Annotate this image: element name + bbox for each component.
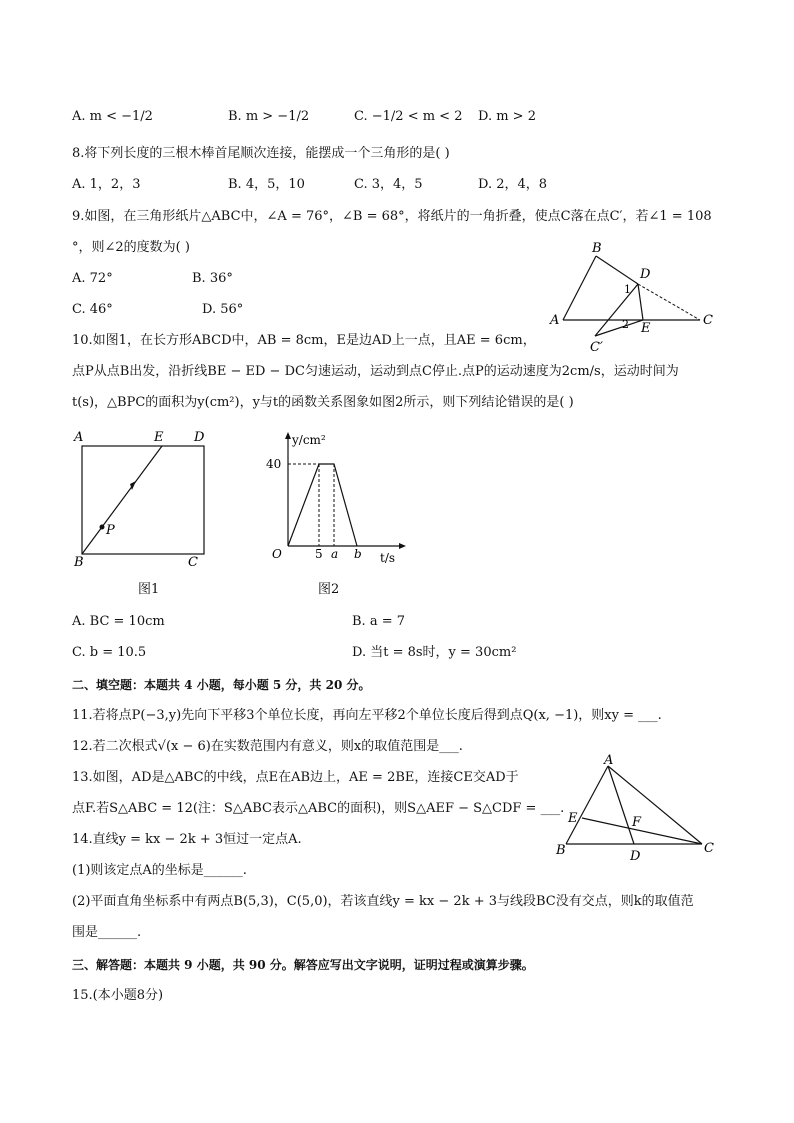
fig1-label-p: P bbox=[106, 523, 115, 538]
fig2-origin: O bbox=[272, 547, 282, 561]
q7-option-a: A. m < −1/2 bbox=[72, 109, 153, 124]
q13-stem-line1: 13.如图，AD是△ABC的中线，点E在AB边上，AE = 2BE，连接CE交AD于 bbox=[72, 770, 519, 785]
q10-stem-line2: 点P从点B出发，沿折线BE − ED − DC匀速运动，运动到点C停止.点P的运动速度为2cm/s，运动时间为 bbox=[72, 364, 679, 379]
q13-label-b: B bbox=[556, 843, 566, 858]
section-2-heading: 二、填空题：本题共 4 小题，每小题 5 分，共 20 分。 bbox=[72, 678, 371, 692]
q13-stem-line2: 点F.若S△ABC = 12(注：S△ABC表示△ABC的面积)，则S△AEF − S△CDF = ___. bbox=[72, 801, 565, 816]
q9-option-c: C. 46° bbox=[72, 302, 113, 317]
q9-stem-line1: 9.如图，在三角形纸片△ABC中，∠A = 76°，∠B = 68°，将纸片的一角折叠，使点C落在点C′，若∠1 = 108 bbox=[72, 209, 712, 224]
q13-label-c: C bbox=[704, 841, 714, 856]
q10-option-c: C. b = 10.5 bbox=[72, 645, 147, 660]
q9-option-d: D. 56° bbox=[202, 302, 244, 317]
q9-label-d: D bbox=[640, 267, 651, 282]
q10-option-a: A. BC = 10cm bbox=[72, 614, 165, 629]
q8-option-b: B. 4，5，10 bbox=[228, 177, 305, 192]
q10-stem-line3: t(s)，△BPC的面积为y(cm²)，y与t的函数关系图象如图2所示，则下列结论错误的是( ) bbox=[72, 395, 574, 410]
q9-label-a: A bbox=[550, 313, 560, 328]
q10-option-d: D. 当t = 8s时，y = 30cm² bbox=[352, 645, 517, 660]
section-3-heading: 三、解答题：本题共 9 小题，共 90 分。解答应写出文字说明，证明过程或演算步骤。 bbox=[72, 958, 534, 972]
fig2-ylabel: y/cm² bbox=[292, 433, 326, 447]
fig1-label-c: C bbox=[188, 555, 198, 570]
fig1-caption: 图1 bbox=[138, 582, 160, 597]
q13-triangle-figure bbox=[552, 752, 722, 864]
q9-label-c: C bbox=[703, 313, 713, 328]
fig2-xb: b bbox=[354, 547, 362, 561]
q9-label-angle2: 2 bbox=[622, 318, 629, 331]
q9-label-angle1: 1 bbox=[624, 283, 631, 296]
q9-triangle-figure bbox=[540, 236, 730, 356]
q11-stem: 11.若将点P(−3,y)先向下平移3个单位长度，再向左平移2个单位长度后得到点Q(x, −1)，则xy = ___. bbox=[72, 708, 662, 723]
q9-label-c-prime: C′ bbox=[590, 340, 603, 355]
fig2-x5: 5 bbox=[315, 547, 323, 561]
q8-option-a: A. 1，2，3 bbox=[72, 177, 141, 192]
fig1-label-a: A bbox=[74, 430, 84, 445]
fig1-label-b: B bbox=[74, 555, 84, 570]
q9-option-b: B. 36° bbox=[192, 271, 233, 286]
q7-option-b: B. m > −1/2 bbox=[228, 109, 310, 124]
fig2-caption: 图2 bbox=[318, 582, 340, 597]
q13-label-a: A bbox=[604, 753, 614, 768]
q13-label-f: F bbox=[632, 815, 642, 830]
q14-part1: (1)则该定点A的坐标是______. bbox=[72, 863, 247, 878]
fig1-label-e: E bbox=[154, 430, 164, 445]
q8-option-c: C. 3，4，5 bbox=[354, 177, 423, 192]
q14-part2-line1: (2)平面直角坐标系中有两点B(5,3)，C(5,0)，若该直线y = kx − 2k + 3与线段BC没有交点，则k的取值范 bbox=[72, 894, 694, 909]
q13-label-e: E bbox=[568, 811, 578, 826]
q7-option-c: C. −1/2 < m < 2 bbox=[354, 109, 463, 124]
q9-label-e: E bbox=[641, 321, 651, 336]
fig2-y40: 40 bbox=[266, 457, 282, 471]
fig1-label-d: D bbox=[194, 430, 205, 445]
q9-label-b: B bbox=[592, 241, 602, 256]
q13-label-d: D bbox=[630, 849, 641, 864]
fig2-xlabel: t/s bbox=[380, 551, 396, 565]
q10-option-b: B. a = 7 bbox=[352, 614, 405, 629]
q8-stem: 8.将下列长度的三根木棒首尾顺次连接，能摆成一个三角形的是( ) bbox=[72, 146, 450, 161]
q10-figure-2 bbox=[262, 426, 412, 572]
fig2-xa: a bbox=[331, 547, 339, 561]
q9-stem-line2: °，则∠2的度数为( ) bbox=[72, 240, 190, 255]
q8-option-d: D. 2，4，8 bbox=[478, 177, 548, 192]
q9-option-a: A. 72° bbox=[72, 271, 113, 286]
q15-stem: 15.(本小题8分) bbox=[72, 988, 164, 1003]
q12-stem: 12.若二次根式√(x − 6)在实数范围内有意义，则x的取值范围是___. bbox=[72, 739, 463, 754]
q10-figure-1 bbox=[70, 426, 220, 572]
q7-option-d: D. m > 2 bbox=[478, 109, 536, 124]
q14-stem: 14.直线y = kx − 2k + 3恒过一定点A. bbox=[72, 832, 302, 847]
q14-part2-line2: 围是______. bbox=[72, 925, 142, 940]
q10-stem-line1: 10.如图1，在长方形ABCD中，AB = 8cm，E是边AD上一点，且AE = 6cm， bbox=[72, 333, 536, 348]
